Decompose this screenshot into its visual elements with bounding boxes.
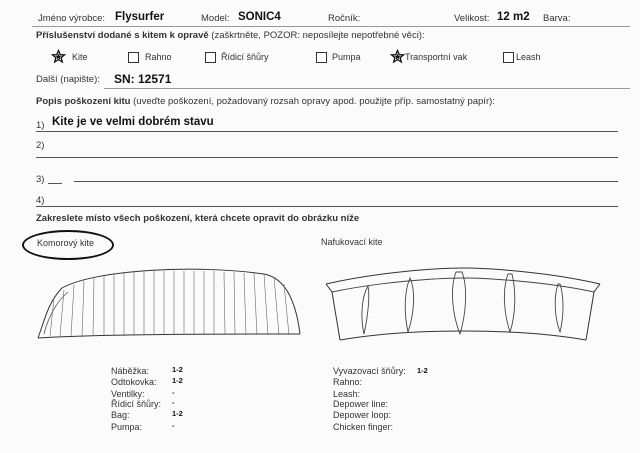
- damage-line-1: [36, 131, 618, 132]
- damage-line-2: [36, 157, 618, 158]
- part-depower-line-label: Depower line:: [333, 399, 389, 409]
- damage-line-3-stub: [48, 183, 62, 184]
- damage-line-2-number: 2): [36, 140, 45, 151]
- damage-heading: Popis poškození kitu (uveďte poškození, požadovaný rozsah opravy apod. použijte příp. samostatný papír):: [36, 96, 495, 107]
- other-value[interactable]: SN: 12571: [114, 72, 172, 86]
- inflatable-kite-drawing[interactable]: [318, 262, 608, 344]
- damage-line-3: [74, 181, 618, 182]
- other-underline: [104, 88, 630, 89]
- checkbox-pumpa[interactable]: [316, 52, 327, 63]
- damage-line-1-number: 1): [36, 120, 45, 131]
- part-odtokovka-value[interactable]: 1-2: [172, 376, 183, 385]
- accessory-ridici-snury-label: Řídicí šňůry: [221, 52, 269, 62]
- checkbox-rahno[interactable]: [128, 52, 139, 63]
- damage-line-3-number: 3): [36, 174, 45, 185]
- part-chicken-finger-label: Chicken finger:: [333, 422, 394, 432]
- part-nabezka-label: Náběžka:: [111, 366, 150, 376]
- part-odtokovka-label: Odtokovka:: [111, 377, 157, 387]
- model-label: Model:: [201, 13, 230, 24]
- part-ventilky-label: Ventilky:: [111, 389, 145, 399]
- ram-kite-drawing[interactable]: [34, 262, 304, 342]
- part-ventilky-value[interactable]: -: [172, 388, 175, 397]
- maker-label: Jméno výrobce:: [38, 13, 106, 24]
- damage-line-4: [36, 206, 618, 207]
- part-vyvazovaci-snury-value[interactable]: 1-2: [417, 366, 428, 375]
- part-bag-value[interactable]: 1-2: [172, 409, 183, 418]
- accessory-leash-label: Leash: [516, 52, 541, 62]
- checked-star-icon-kite[interactable]: [52, 50, 65, 63]
- accessory-kite-label: Kite: [72, 52, 88, 62]
- year-label: Ročník:: [328, 13, 361, 24]
- accessories-heading: Příslušenství dodané s kitem k opravě (zaškrtněte, POZOR: neposílejte nepotřebné věci):: [36, 30, 425, 41]
- other-label: Další (napište):: [36, 74, 100, 85]
- part-ridici-snury-value[interactable]: -: [172, 398, 175, 407]
- accessory-transportni-vak-label: Transportní vak: [405, 52, 468, 62]
- drawing-heading: Zakreslete místo všech poškození, která chcete opravit do obrázku níže: [36, 213, 360, 224]
- part-pumpa-value[interactable]: -: [172, 421, 175, 430]
- accessory-rahno-label: Rahno: [145, 52, 172, 62]
- checkbox-ridici-snury[interactable]: [205, 52, 216, 63]
- part-ridici-snury-label: Řídicí šňůry:: [111, 399, 162, 409]
- part-bag-label: Bag:: [111, 410, 130, 420]
- accessory-pumpa-label: Pumpa: [332, 52, 361, 62]
- checkbox-leash[interactable]: [503, 52, 514, 63]
- model-value[interactable]: SONIC4: [238, 11, 281, 23]
- maker-value[interactable]: Flysurfer: [115, 11, 165, 23]
- header-underline: [32, 26, 630, 27]
- size-label: Velikost:: [454, 13, 490, 24]
- damage-line-1-text[interactable]: Kite je ve velmi dobrém stavu: [52, 116, 214, 128]
- ram-kite-label: Komorový kite: [37, 238, 95, 248]
- part-leash-label: Leash:: [333, 389, 361, 399]
- part-nabezka-value[interactable]: 1-2: [172, 365, 183, 374]
- part-rahno-label: Rahno:: [333, 377, 363, 387]
- part-vyvazovaci-snury-label: Vyvazovací šňůry:: [333, 366, 406, 376]
- checked-star-icon-transportni-vak[interactable]: [391, 50, 404, 63]
- color-label: Barva:: [543, 13, 571, 24]
- size-value[interactable]: 12 m2: [497, 11, 530, 23]
- part-depower-loop-label: Depower loop:: [333, 410, 392, 420]
- inflatable-kite-label: Nafukovací kite: [321, 237, 383, 247]
- part-pumpa-label: Pumpa:: [111, 422, 143, 432]
- damage-line-4-number: 4): [36, 195, 45, 206]
